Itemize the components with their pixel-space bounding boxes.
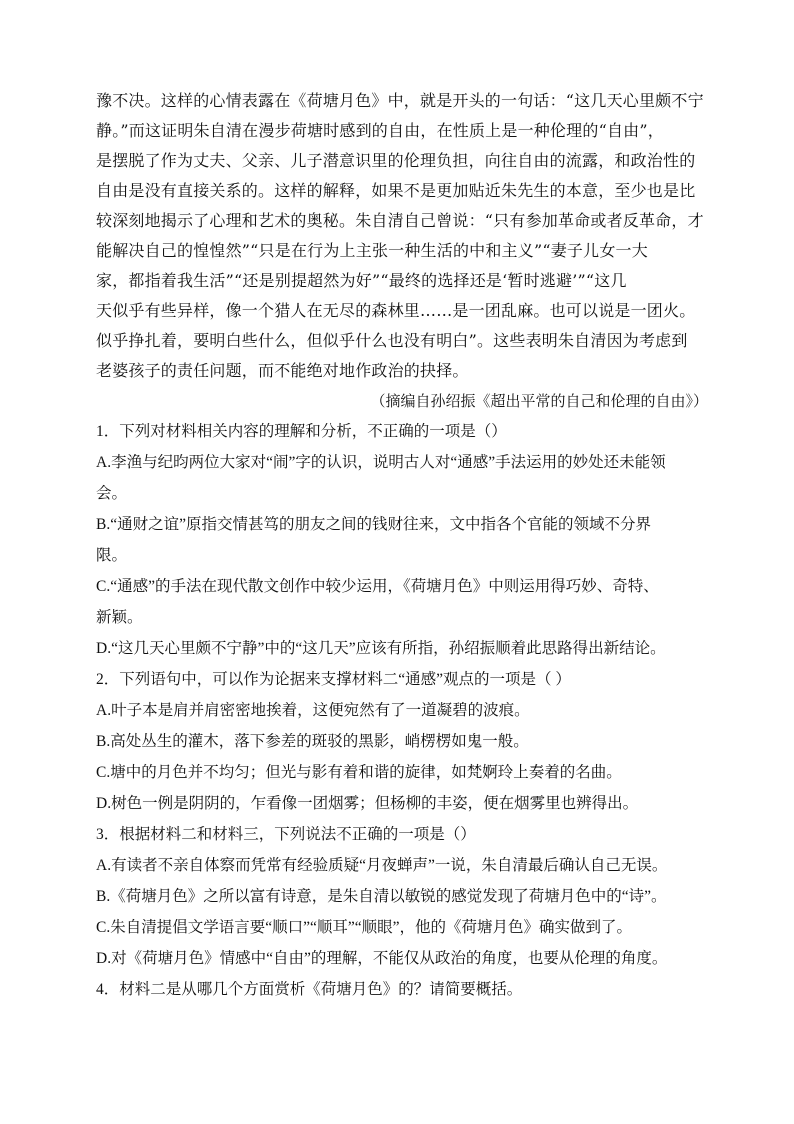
passage-line: 似乎挣扎着，要明白些什么，但似乎什么也没有明白”。这些表明朱自清因为考虑到 [96,331,688,350]
passage [96,86,708,386]
question-stem: 3．根据材料二和材料三，下列说法不正确的一项是（） [96,826,476,843]
passage-line: 静。”而这证明朱自清在漫步荷塘时感到的自由，在性质上是一种伦理的“自由”， [96,121,664,140]
passage-line: 是摆脱了作为丈夫、父亲、儿子潜意识里的伦理负担，向往自由的流露，和政治性的 [96,151,696,170]
option-c: C.朱自清提倡文学语言要“顺口”“顺耳”“顺眼”，他的《荷塘月色》确实做到了。 [96,919,632,936]
question-4 [96,974,708,1005]
question-1 [96,416,708,664]
passage-line: 较深刻地揭示了心理和艺术的奥秘。朱自清自己曾说：“只有参加革命或者反革命，才 [96,211,704,230]
option-d: D.对《荷塘月色》情感中“自由”的理解，不能仅从政治的角度，也要从伦理的角度。 [96,950,668,967]
option-b: B.“通财之谊”原指交情甚笃的朋友之间的钱财往来，文中指各个官能的领域不分界 [96,516,651,533]
option-a: A.叶子本是肩并肩密密地挨着，这便宛然有了一道凝碧的波痕。 [96,702,530,719]
option-b: B.《荷塘月色》之所以富有诗意，是朱自清以敏锐的感觉发现了荷塘月色中的“诗”。 [96,888,667,905]
passage-line: 天似乎有些异样，像一个猎人在无尽的森林里……是一团乱麻。也可以说是一团火。 [96,301,696,320]
question-list [96,416,708,1005]
option-a: A.有读者不亲自体察而凭常有经验质疑“月夜蝉声”一说，朱自清最后确认自己无误。 [96,857,668,874]
option-d: D.“这几天心里颇不宁静”中的“这几天”应该有所指，孙绍振顺着此思路得出新结论。 [96,640,666,657]
option-c-continued: 新颖。 [96,609,143,626]
option-d: D.树色一例是阴阴的，乍看像一团烟雾；但杨柳的丰姿，便在烟雾里也辨得出。 [96,795,639,812]
source-citation: （摘编自孙绍振《超出平常的自己和伦理的自由》） [370,392,708,410]
option-b-continued: 限。 [96,547,128,564]
option-a-continued: 会。 [96,485,128,502]
option-a: A.李渔与纪昀两位大家对“闹”字的认识，说明古人对“通感”手法运用的妙处还未能领 [96,454,666,471]
question-stem: 1．下列对材料相关内容的理解和分析，不正确的一项是（） [96,423,507,440]
question-3 [96,819,708,974]
question-2 [96,664,708,819]
passage-line: 老婆孩子的责任问题，而不能绝对地作政治的抉择。 [96,361,469,380]
option-b: B.高处丛生的灌木，落下参差的斑驳的黑影，峭楞楞如鬼一般。 [96,733,529,750]
passage-line: 能解决自己的惶惶然”“只是在行为上主张一种生活的中和主义”“妻子儿女一大 [96,241,648,260]
passage-line: 自由是没有直接关系的。这样的解释，如果不是更加贴近朱先生的本意，至少也是比 [96,181,696,200]
passage-line: 家，都指着我生活”“还是别提超然为好”“最终的选择还是‘暂时逃避’”“这几 [96,271,627,290]
option-c: C.“通感”的手法在现代散文创作中较少运用，《荷塘月色》中则运用得巧妙、奇特、 [96,578,659,595]
question-stem: 4．材料二是从哪几个方面赏析《荷塘月色》的？请简要概括。 [96,981,523,998]
document-page [96,86,708,1005]
question-stem: 2．下列语句中，可以作为论据来支撑材料二“通感”观点的一项是（ ） [96,671,571,688]
passage-line: 豫不决。这样的心情表露在《荷塘月色》中，就是开头的一句话：“这几天心里颇不宁 [96,91,704,110]
option-c: C.塘中的月色并不均匀；但光与影有着和谐的旋律，如梵婀玲上奏着的名曲。 [96,764,622,781]
